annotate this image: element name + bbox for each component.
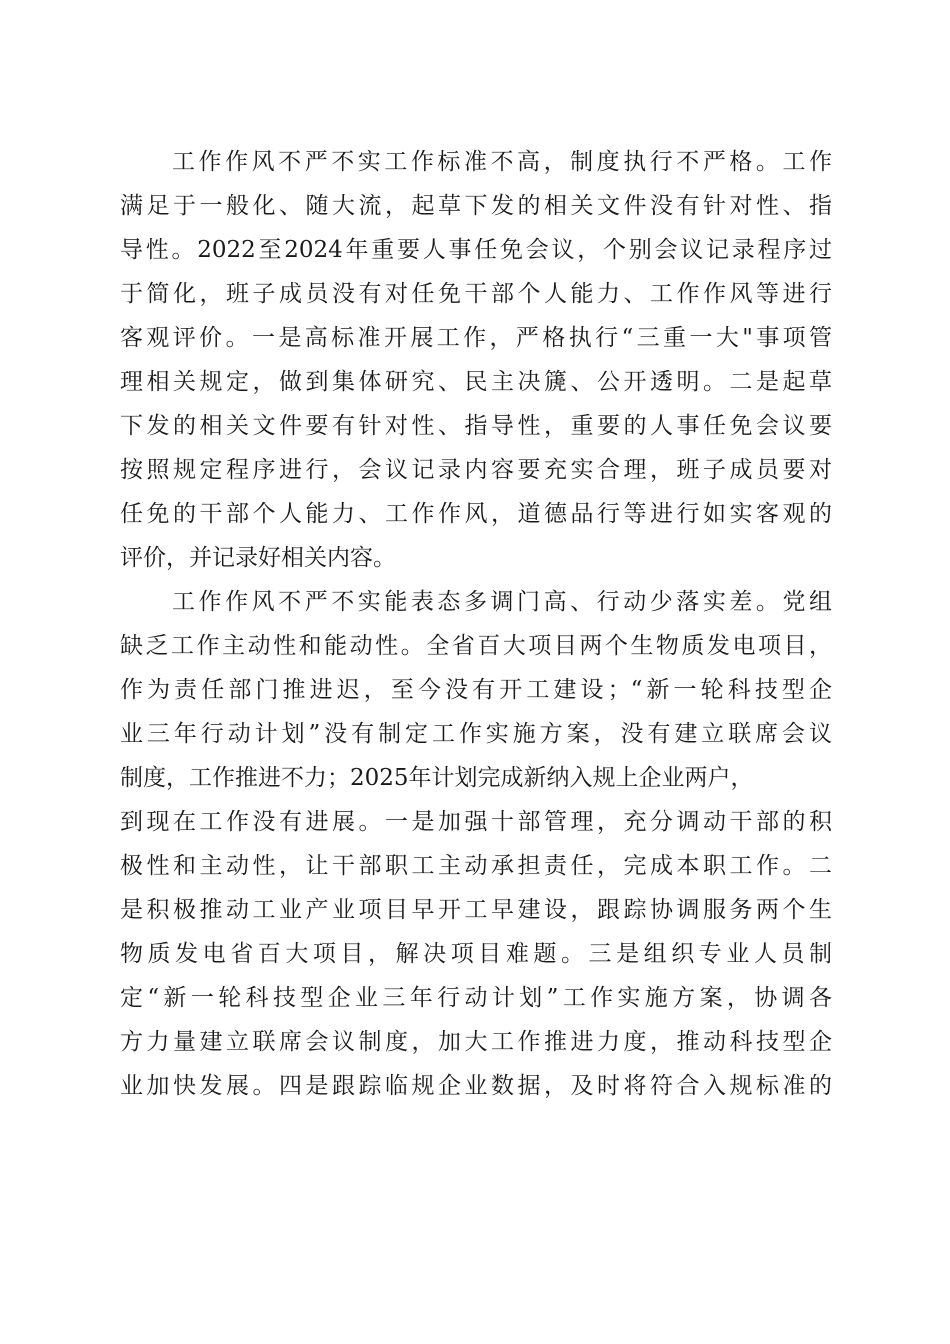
text-line: 制度，工作推进不力；2025年计划完成新纳入规上企业两户， — [120, 765, 754, 791]
text-line: 物质发电省百大项目，解决项目难题。三是组织专业人员制 — [120, 941, 832, 967]
paragraph-1 — [120, 140, 832, 580]
text-line: 是积极推动工业产业项目早开工早建设，跟踪协调服务两个生 — [120, 897, 832, 923]
text-line: 客观评价。一是高标准开展工作，严格执行“三重一大"事项管 — [120, 325, 832, 351]
text-line: 方力量建立联席会议制度，加大工作推进力度，推动科技型企 — [120, 1029, 832, 1055]
text-line: 理相关规定，做到集体研究、民主决篪、公开透明。二是起草 — [120, 369, 832, 395]
text-line: 定“新一轮科技型企业三年行动计划”工作实施方案，协调各 — [120, 985, 832, 1011]
text-line: 满足于一般化、随大流，起草下发的相关文件没有针对性、指 — [120, 193, 832, 219]
text-line: 缺乏工作主动性和能动性。全省百大项目两个生物质发电项目， — [120, 633, 832, 659]
text-line: 工作作风不严不实能表态多调门高、行动少落实差。党组 — [172, 589, 832, 615]
text-line: 评价，并记录好相关内容。 — [120, 545, 396, 571]
text-line: 导性。2022至2024年重要人事任免会议，个别会议记录程序过 — [120, 237, 832, 263]
text-line: 工作作风不严不实工作标准不高，制度执行不严格。工作 — [172, 149, 832, 175]
text-line: 于简化，班子成员没有对任免干部个人能力、工作作风等进行 — [120, 281, 832, 307]
text-line: 到现在工作没有进展。一是加强十部管理，充分调动干部的积 — [120, 809, 832, 835]
text-line: 作为责任部门推进迟，至今没有开工建设；“新一轮科技型企 — [120, 677, 832, 703]
text-line: 按照规定程序进行，会议记录内容要充实合理，班子成员要对 — [120, 457, 832, 483]
text-line: 业加快发展。四是跟踪临规企业数据，及时将符合入规标准的 — [120, 1073, 832, 1099]
text-line: 极性和主动性，让干部职工主动承担责任，完成本职工作。二 — [120, 853, 832, 879]
text-line: 业三年行动计划”没有制定工作实施方案，没有建立联席会议 — [120, 721, 832, 747]
document-body — [120, 140, 832, 1108]
text-line: 任免的干部个人能力、工作作风，道德品行等进行如实客观的 — [120, 501, 832, 527]
text-line: 下发的相关文件要有针对性、指导性，重要的人事任免会议要 — [120, 413, 832, 439]
paragraph-2 — [120, 580, 832, 1108]
